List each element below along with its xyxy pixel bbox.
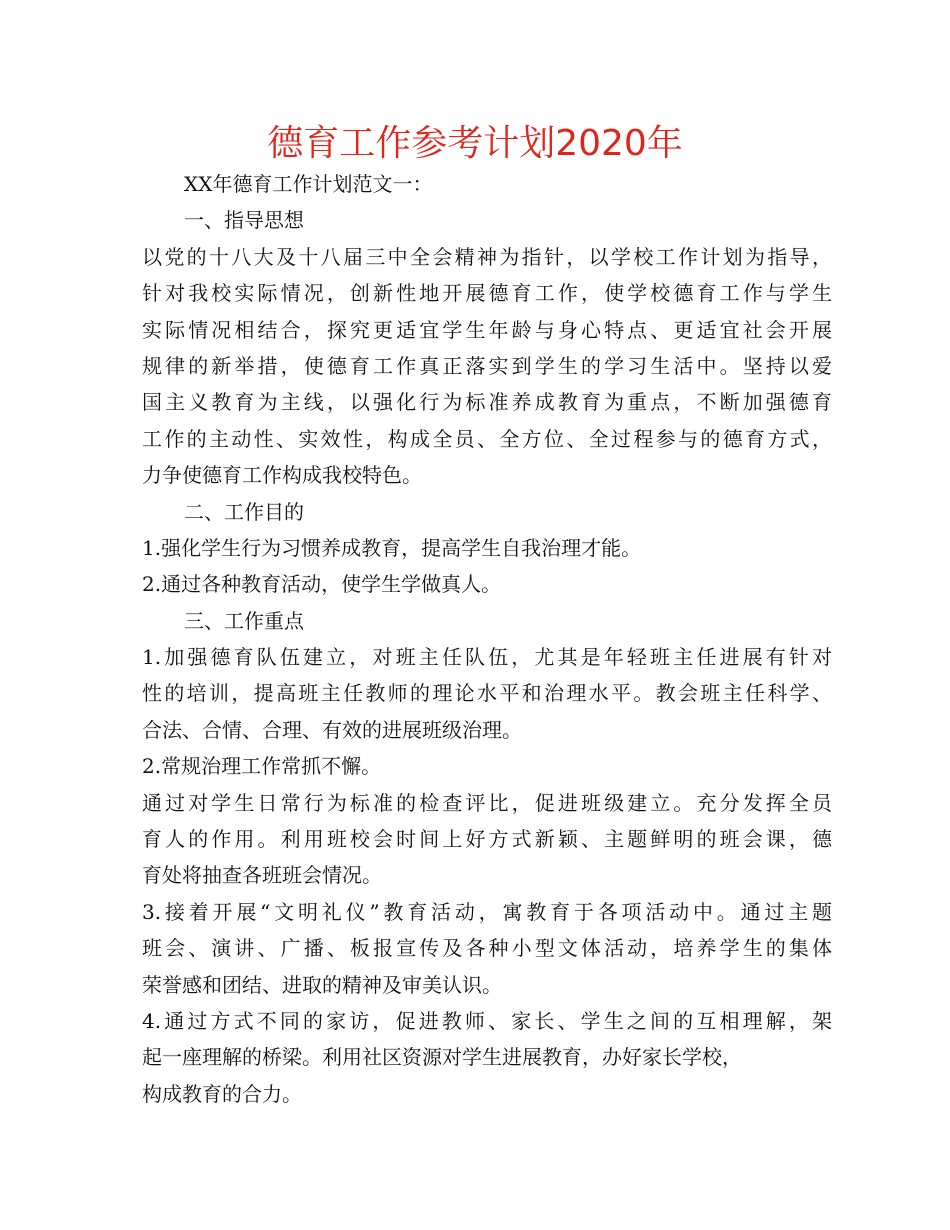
paragraph-line: 针对我校实际情况，创新性地开展德育工作，使学校德育工作与学生 (142, 281, 832, 306)
paragraph-line: 以党的十八大及十八届三中全会精神为指针，以学校工作计划为指导， (142, 244, 832, 269)
section-heading-3: 三、工作重点 (184, 608, 304, 633)
list-item: 4.通过方式不同的家访，促进教师、家长、学生之间的互相理解，架 (142, 1008, 832, 1033)
intro-line: XX年德育工作计划范文一： (184, 172, 433, 196)
document-title: 德育工作参考计划2020年 (267, 123, 683, 164)
paragraph-line: 育人的作用。利用班校会时间上好方式新颖、主题鲜明的班会课，德 (142, 827, 832, 852)
paragraph-line: 力争使德育工作构成我校特色。 (142, 463, 422, 488)
paragraph-line: 通过对学生日常行为标准的检查评比，促进班级建立。充分发挥全员 (142, 790, 832, 815)
paragraph-line: 规律的新举措，使德育工作真正落实到学生的学习生活中。坚持以爱 (142, 353, 832, 378)
paragraph-line: 起一座理解的桥梁。利用社区资源对学生进展教育，办好家长学校， (142, 1045, 742, 1070)
list-item: 3.接着开展“文明礼仪”教育活动，寓教育于各项活动中。通过主题 (142, 899, 832, 924)
list-item: 1.加强德育队伍建立，对班主任队伍，尤其是年轻班主任进展有针对 (142, 645, 832, 670)
paragraph-line: 育处将抽查各班班会情况。 (142, 863, 382, 888)
paragraph-line: 工作的主动性、实效性，构成全员、全方位、全过程参与的德育方式， (142, 426, 832, 451)
paragraph-line: 国主义教育为主线，以强化行为标准养成教育为重点，不断加强德育 (142, 390, 832, 415)
document-body (142, 166, 832, 1112)
list-item: 2.常规治理工作常抓不懈。 (142, 754, 382, 779)
paragraph-line: 班会、演讲、广播、板报宣传及各种小型文体活动，培养学生的集体 (142, 936, 832, 961)
list-item: 2.通过各种教育活动，使学生学做真人。 (142, 572, 502, 597)
paragraph-line: 构成教育的合力。 (142, 1081, 302, 1106)
paragraph-line: 性的培训，提高班主任教师的理论水平和治理水平。教会班主任科学、 (142, 681, 832, 706)
paragraph-line: 荣誉感和团结、进取的精神及审美认识。 (142, 972, 502, 997)
section-heading-2: 二、工作目的 (184, 499, 304, 524)
list-item: 1.强化学生行为习惯养成教育，提高学生自我治理才能。 (142, 535, 642, 560)
paragraph-line: 实际情况相结合，探究更适宜学生年龄与身心特点、更适宜社会开展 (142, 317, 832, 342)
section-heading-1: 一、指导思想 (184, 208, 304, 233)
paragraph-line: 合法、合情、合理、有效的进展班级治理。 (142, 717, 522, 742)
